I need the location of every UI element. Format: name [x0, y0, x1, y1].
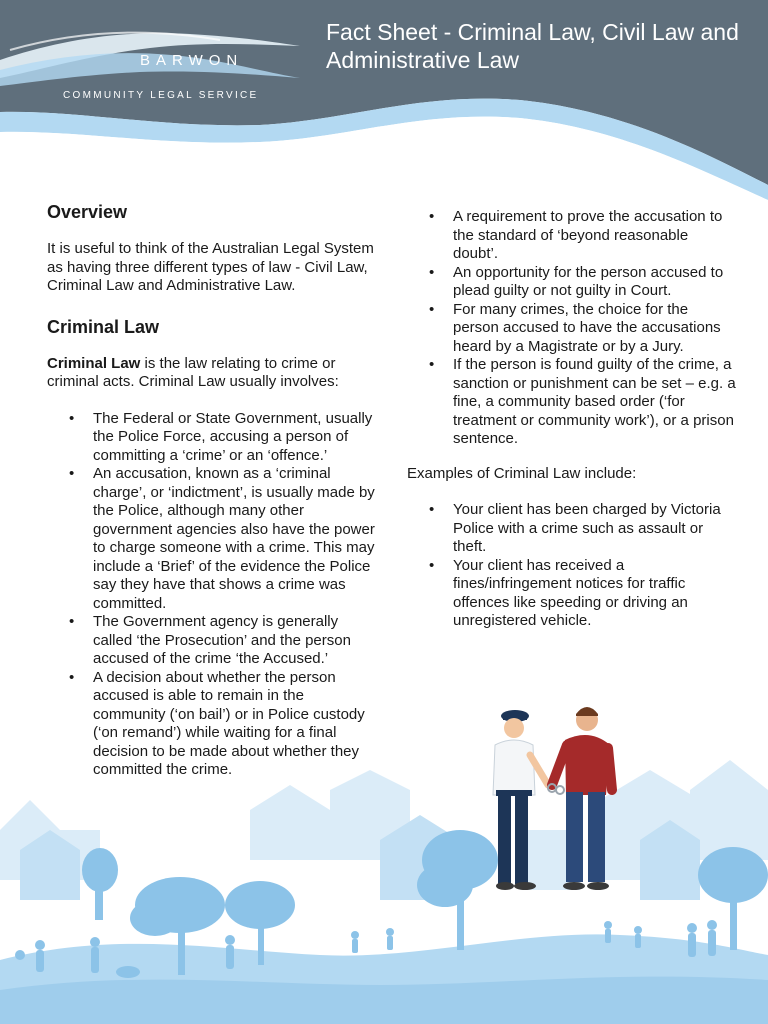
list-item: • A requirement to prove the accusation to the standard of ‘beyond reasonable doubt’.	[407, 208, 737, 264]
criminal-law-intro	[47, 355, 377, 392]
criminal-law-intro-text: is the law relating to crime or criminal acts. Criminal Law usually involves:	[47, 354, 339, 390]
list-item: • If the person is found guilty of the crime, a sanction or punishment can be set – e.g. a fine, a community based order (‘for treatment or community work’), or a prison sentence.	[407, 356, 737, 449]
logo-name: BARWON	[140, 52, 244, 69]
list-item: • Your client has received a fines/infringement notices for traffic offences like speeding or driving an unregistered vehicle.	[407, 557, 737, 631]
examples-label: Examples of Criminal Law include:	[407, 464, 637, 482]
criminal-law-list-right	[407, 208, 737, 449]
overview-text: It is useful to think of the Australian Legal System as having three different types of law - Civil Law, Criminal Law and Administrative Law.	[47, 240, 374, 294]
list-item: • The Government agency is generally called ‘the Prosecution’ and the person accused of the crime ‘the Accused.’	[47, 613, 377, 669]
criminal-law-list-left	[47, 410, 377, 780]
list-item: • An accusation, known as a ‘criminal charge’, or ‘indictment’, is usually made by the Police, although many other government agencies also have the power to charge someone with a crime. This may include a ‘Brief’ of the evidence the Police say they have that shows a crime was committed.	[47, 465, 377, 613]
criminal-law-intro-bold: Criminal Law	[47, 354, 141, 372]
list-item: • An opportunity for the person accused to plead guilty or not guilty in Court.	[407, 264, 737, 301]
list-item: • Your client has been charged by Victoria Police with a crime such as assault or theft.	[407, 501, 737, 557]
police-arrest-illustration	[470, 700, 640, 900]
overview-heading: Overview	[47, 202, 128, 222]
left-column	[47, 200, 377, 780]
logo-subtitle: COMMUNITY LEGAL SERVICE	[63, 90, 259, 101]
list-item: • For many crimes, the choice for the person accused to have the accusations heard by a Magistrate or by a Jury.	[407, 301, 737, 357]
page-title: Fact Sheet - Criminal Law, Civil Law and Administrative Law	[326, 19, 739, 73]
right-column	[407, 208, 737, 631]
list-item: • The Federal or State Government, usually the Police Force, accusing a person of committing a ‘crime’ or an ‘offence.’	[47, 410, 377, 466]
criminal-law-heading: Criminal Law	[47, 316, 160, 337]
list-item: • A decision about whether the person accused is able to remain in the community (‘on bail’) or in Police custody (‘on remand’) while waiting for a final decision to be made about whether they committed the crime.	[47, 669, 377, 780]
town-silhouette-background	[0, 750, 768, 1024]
examples-list	[407, 501, 737, 631]
